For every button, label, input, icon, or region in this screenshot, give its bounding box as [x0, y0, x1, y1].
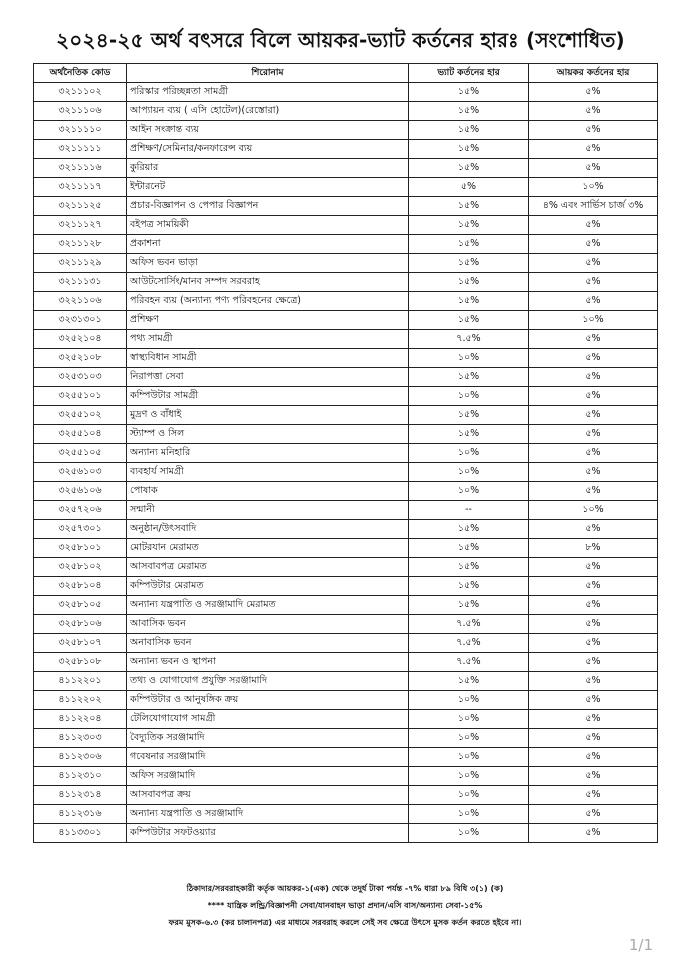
cell-name: বইপত্র সাময়িকী: [127, 216, 409, 235]
cell-name: আইন সংক্রান্ত ব্যয়: [127, 121, 409, 140]
header-tax: আয়কর কর্তনের হার: [529, 64, 658, 83]
cell-tax: ৫%: [529, 216, 658, 235]
cell-tax: ৫%: [529, 520, 658, 539]
cell-name: স্ট্যাম্প ও সিল: [127, 425, 409, 444]
cell-name: বৈদ্যুতিক সরঞ্জামাদি: [127, 729, 409, 748]
cell-code: ৩২১১১২৭: [34, 216, 127, 235]
cell-tax: ১০%: [529, 311, 658, 330]
table-row: [34, 387, 658, 406]
table-row: [34, 482, 658, 501]
table-row: [34, 425, 658, 444]
cell-name: কম্পিউটার সামগ্রী: [127, 387, 409, 406]
cell-name: নিরাপত্তা সেবা: [127, 368, 409, 387]
cell-name: পরিস্কার পরিচ্ছন্নতা সামগ্রী: [127, 83, 409, 102]
header-code: অর্থনৈতিক কোড: [34, 64, 127, 83]
cell-tax: ৫%: [529, 254, 658, 273]
cell-name: প্রশিক্ষণ: [127, 311, 409, 330]
cell-name: প্রচার-বিজ্ঞাপন ও পেপার বিজ্ঞাপন: [127, 197, 409, 216]
table-row: [34, 216, 658, 235]
table-row: [34, 159, 658, 178]
cell-tax: ৫%: [529, 330, 658, 349]
header-name: শিরোনাম: [127, 64, 409, 83]
cell-vat: ১৫%: [409, 197, 529, 216]
cell-name: পোষাক: [127, 482, 409, 501]
table-row: [34, 102, 658, 121]
footnote-musak: ফরম মুসক-৬.৩ (কর চালানপত্র) এর মাধ্যমে সরবরাহ করলে সেই সব ক্ষেত্রে উৎসে মুসক কর্তন করতে হইবে না।: [168, 918, 522, 927]
cell-vat: ১৫%: [409, 140, 529, 159]
cell-code: ৩২৫৫১০১: [34, 387, 127, 406]
cell-tax: ৫%: [529, 140, 658, 159]
cell-vat: ১০%: [409, 729, 529, 748]
table-row: [34, 311, 658, 330]
cell-tax: ৫%: [529, 463, 658, 482]
cell-vat: ৭.৫%: [409, 634, 529, 653]
table-row: [34, 406, 658, 425]
cell-name: কুরিয়ার: [127, 159, 409, 178]
cell-name: কম্পিউটার মেরামত: [127, 577, 409, 596]
cell-tax: ৫%: [529, 349, 658, 368]
cell-name: আপ্যায়ন ব্যয় ( এসি হোটেল)(রেস্তোরা): [127, 102, 409, 121]
cell-vat: ১০%: [409, 691, 529, 710]
cell-vat: ১৫%: [409, 425, 529, 444]
cell-tax: ৫%: [529, 558, 658, 577]
cell-vat: ১৫%: [409, 672, 529, 691]
cell-name: অফিস ভবন ভাড়া: [127, 254, 409, 273]
cell-code: ৩২১১১০২: [34, 83, 127, 102]
cell-tax: ৫%: [529, 406, 658, 425]
cell-tax: ৫%: [529, 102, 658, 121]
cell-name: অনাবাসিক ভবন: [127, 634, 409, 653]
cell-code: ৪১১৩৩০১: [34, 824, 127, 843]
cell-name: আসবাবপত্র ক্রয়: [127, 786, 409, 805]
table-row: [34, 634, 658, 653]
cell-code: ৪১১২২০২: [34, 691, 127, 710]
cell-code: ৩২১১১৩১: [34, 273, 127, 292]
cell-tax: ৫%: [529, 672, 658, 691]
cell-code: ৩২৫৮১০৮: [34, 653, 127, 672]
cell-code: ৩২১১১২৮: [34, 235, 127, 254]
cell-name: কম্পিউটার সফটওয়্যার: [127, 824, 409, 843]
cell-tax: ৫%: [529, 387, 658, 406]
cell-vat: ১৫%: [409, 596, 529, 615]
cell-name: প্রশিক্ষণ/সেমিনার/কনফারেন্স ব্যয়: [127, 140, 409, 159]
footnotes: [33, 882, 657, 933]
cell-tax: ৫%: [529, 121, 658, 140]
cell-vat: ১০%: [409, 387, 529, 406]
cell-tax: ৫%: [529, 615, 658, 634]
table-row: [34, 463, 658, 482]
cell-tax: ৪% এবং সার্ভিস চার্জ ৩%: [529, 197, 658, 216]
table-header-row: [34, 64, 658, 83]
cell-vat: ১৫%: [409, 159, 529, 178]
cell-vat: ৫%: [409, 178, 529, 197]
table-row: [34, 786, 658, 805]
cell-code: ৪১১২৩০৩: [34, 729, 127, 748]
page-number: 1/1: [628, 936, 653, 954]
cell-code: ৩২৫৬১০৩: [34, 463, 127, 482]
cell-name: আসবাবপত্র মেরামত: [127, 558, 409, 577]
table-row: [34, 197, 658, 216]
table-row: [34, 83, 658, 102]
table-row: [34, 539, 658, 558]
cell-name: তথ্য ও যোগাযোগ প্রযুক্তি সরঞ্জামাদি: [127, 672, 409, 691]
cell-name: অন্যান্য ভবন ও স্থাপনা: [127, 653, 409, 672]
cell-tax: ৫%: [529, 805, 658, 824]
table-row: [34, 767, 658, 786]
cell-code: ৩২৫৫১০৪: [34, 425, 127, 444]
cell-tax: ৫%: [529, 824, 658, 843]
cell-vat: ১৫%: [409, 577, 529, 596]
cell-code: ৩২১১১০৬: [34, 102, 127, 121]
cell-vat: ৭.৫%: [409, 615, 529, 634]
cell-code: ৪১১২২০১: [34, 672, 127, 691]
cell-vat: ১০%: [409, 349, 529, 368]
table-row: [34, 615, 658, 634]
cell-tax: ৫%: [529, 159, 658, 178]
cell-tax: ৫%: [529, 292, 658, 311]
table-body: [34, 83, 658, 843]
cell-vat: ১৫%: [409, 558, 529, 577]
cell-code: ৩২৫৮১০২: [34, 558, 127, 577]
cell-code: ৩২১১১১৬: [34, 159, 127, 178]
table-row: [34, 178, 658, 197]
cell-tax: ৫%: [529, 748, 658, 767]
table-row: [34, 691, 658, 710]
rates-table: [33, 63, 658, 843]
cell-tax: ৫%: [529, 577, 658, 596]
cell-tax: ৫%: [529, 596, 658, 615]
cell-code: ৩২২১১০৬: [34, 292, 127, 311]
header-vat: ভ্যাট কর্তনের হার: [409, 64, 529, 83]
cell-tax: ৫%: [529, 767, 658, 786]
cell-code: ৩২৫৬১০৬: [34, 482, 127, 501]
table-row: [34, 330, 658, 349]
cell-code: ৩২৫৮১০৪: [34, 577, 127, 596]
cell-tax: ৫%: [529, 368, 658, 387]
cell-code: ৩২৫৮১০৬: [34, 615, 127, 634]
cell-vat: ১০%: [409, 463, 529, 482]
cell-tax: ১০%: [529, 178, 658, 197]
cell-vat: ১৫%: [409, 406, 529, 425]
cell-tax: ৫%: [529, 786, 658, 805]
cell-vat: --: [409, 501, 529, 520]
cell-tax: ৮%: [529, 539, 658, 558]
cell-vat: ১৫%: [409, 216, 529, 235]
cell-tax: ৫%: [529, 273, 658, 292]
cell-vat: ১৫%: [409, 311, 529, 330]
cell-code: ৩২১১১২৫: [34, 197, 127, 216]
cell-name: কম্পিউটার ও আনুষঙ্গিক ক্রয়: [127, 691, 409, 710]
cell-name: অন্যান্য মনিহারি: [127, 444, 409, 463]
cell-code: ৪১১২২০৪: [34, 710, 127, 729]
table-row: [34, 824, 658, 843]
table-row: [34, 710, 658, 729]
cell-tax: ৫%: [529, 710, 658, 729]
cell-code: ৩২৫৫১০৫: [34, 444, 127, 463]
table-row: [34, 292, 658, 311]
cell-name: প্রকাশনা: [127, 235, 409, 254]
cell-name: সন্মানী: [127, 501, 409, 520]
table-row: [34, 520, 658, 539]
cell-code: ৩২৩১৩০১: [34, 311, 127, 330]
cell-tax: ৫%: [529, 691, 658, 710]
cell-code: ৪১১২৩১৪: [34, 786, 127, 805]
cell-tax: ৫%: [529, 653, 658, 672]
cell-vat: ১০%: [409, 824, 529, 843]
cell-tax: ৫%: [529, 425, 658, 444]
cell-name: গবেষনার সরঞ্জামাদি: [127, 748, 409, 767]
cell-code: ৩২৫৮১০১: [34, 539, 127, 558]
cell-tax: ৫%: [529, 83, 658, 102]
cell-name: টেলিযোগাযোগ সামগ্রী: [127, 710, 409, 729]
cell-tax: ৫%: [529, 729, 658, 748]
table-row: [34, 273, 658, 292]
cell-name: আউটসোর্সিং/মানব সম্পদ সরবরাহ: [127, 273, 409, 292]
cell-vat: ১৫%: [409, 102, 529, 121]
cell-vat: ১৫%: [409, 292, 529, 311]
cell-tax: ৫%: [529, 444, 658, 463]
cell-name: ইন্টারনেট: [127, 178, 409, 197]
footnote-services: **** যান্ত্রিক লন্ড্রি/বিজ্ঞাপনী সেবা/যানবাহন ভাড়া প্রদান/এসি বাস/অন্যান্য সেবা-১৫%: [207, 901, 483, 910]
cell-code: ৩২১১১১৭: [34, 178, 127, 197]
cell-vat: ১০%: [409, 710, 529, 729]
cell-name: ব্যবহার্য সামগ্রী: [127, 463, 409, 482]
table-row: [34, 558, 658, 577]
table-row: [34, 501, 658, 520]
table-row: [34, 444, 658, 463]
table-row: [34, 729, 658, 748]
cell-name: মুদ্রণ ও বাঁধাই: [127, 406, 409, 425]
cell-vat: ১৫%: [409, 539, 529, 558]
cell-vat: ১০%: [409, 444, 529, 463]
cell-vat: ১৫%: [409, 368, 529, 387]
table-row: [34, 349, 658, 368]
cell-vat: ১৫%: [409, 273, 529, 292]
cell-code: ৩২১১১১১: [34, 140, 127, 159]
cell-tax: ৫%: [529, 235, 658, 254]
cell-vat: ৭.৫%: [409, 330, 529, 349]
table-row: [34, 596, 658, 615]
cell-vat: ১৫%: [409, 235, 529, 254]
cell-vat: ১৫%: [409, 121, 529, 140]
table-row: [34, 748, 658, 767]
footnote-contractor: ঠিকাদার/সরবরাহকারী কর্তৃক আয়কর-১(এক) থেকে তদুর্ধ টাকা পর্যন্ত -৭% ধারা ৮৯ বিধি ৩(১) (ক): [186, 884, 504, 893]
table-row: [34, 235, 658, 254]
page-title: ২০২৪-২৫ অর্থ বৎসরে বিলে আয়কর-ভ্যাট কর্তনের হারঃ (সংশোধিত): [56, 28, 625, 52]
cell-code: ৩২৫৮১০৭: [34, 634, 127, 653]
cell-code: ৩২৫৭৩০১: [34, 520, 127, 539]
cell-vat: ১০%: [409, 748, 529, 767]
cell-name: আবাসিক ভবন: [127, 615, 409, 634]
cell-name: অন্যান্য যন্ত্রপাতি ও সরঞ্জামাদি মেরামত: [127, 596, 409, 615]
cell-code: ৩২৫৭২০৬: [34, 501, 127, 520]
table-row: [34, 368, 658, 387]
cell-vat: ১০%: [409, 767, 529, 786]
cell-code: ৪১১২৩০৬: [34, 748, 127, 767]
cell-name: অন্যান্য যন্ত্রপাতি ও সরঞ্জামাদি: [127, 805, 409, 824]
table-row: [34, 140, 658, 159]
cell-code: ৩২১১১১০: [34, 121, 127, 140]
cell-code: ৩২৫৮১০৫: [34, 596, 127, 615]
cell-code: ৪১১২৩১৬: [34, 805, 127, 824]
cell-vat: ১৫%: [409, 83, 529, 102]
cell-code: ৩২১১১২৯: [34, 254, 127, 273]
table-row: [34, 805, 658, 824]
cell-vat: ১০%: [409, 482, 529, 501]
cell-code: ৪১১২৩১০: [34, 767, 127, 786]
cell-vat: ৭.৫%: [409, 653, 529, 672]
cell-name: অফিস সরঞ্জামাদি: [127, 767, 409, 786]
table-row: [34, 254, 658, 273]
cell-code: ৩২৫২১০৪: [34, 330, 127, 349]
cell-name: পরিবহন ব্যয় (অন্যান্য পণ্য পরিবহনের ক্ষেত্রে): [127, 292, 409, 311]
cell-name: মোটরযান মেরামত: [127, 539, 409, 558]
cell-name: স্বাস্থ্যবিধান সামগ্রী: [127, 349, 409, 368]
cell-code: ৩২৫৩১০৩: [34, 368, 127, 387]
table-row: [34, 577, 658, 596]
cell-vat: ১০%: [409, 786, 529, 805]
table-row: [34, 653, 658, 672]
cell-tax: ১০%: [529, 501, 658, 520]
cell-code: ৩২৫৫১০২: [34, 406, 127, 425]
cell-code: ৩২৫২১০৮: [34, 349, 127, 368]
table-row: [34, 121, 658, 140]
cell-name: পথ্য সামগ্রী: [127, 330, 409, 349]
cell-name: অনুষ্ঠান/উৎসবাদি: [127, 520, 409, 539]
cell-vat: ১৫%: [409, 520, 529, 539]
cell-vat: ১০%: [409, 805, 529, 824]
cell-vat: ১৫%: [409, 254, 529, 273]
cell-tax: ৫%: [529, 634, 658, 653]
cell-tax: ৫%: [529, 482, 658, 501]
table-row: [34, 672, 658, 691]
